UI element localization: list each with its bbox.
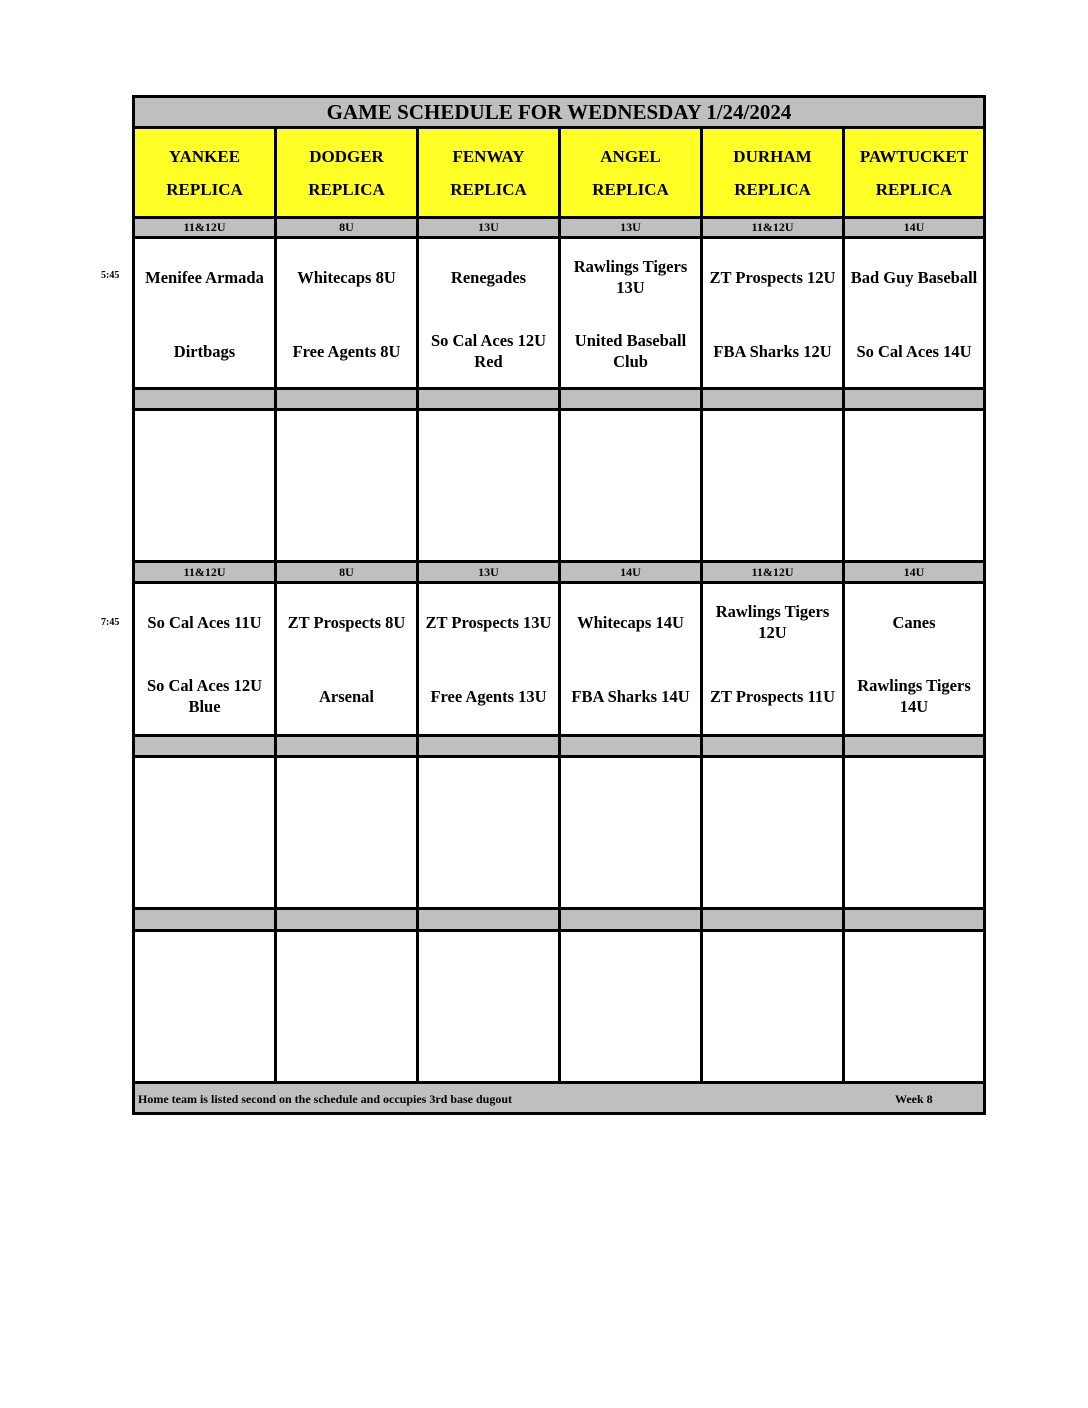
game-cell [277, 239, 419, 387]
away-team: ZT Prospects 13U [425, 612, 552, 632]
empty-band [135, 390, 983, 408]
field-name: PAWTUCKET [859, 146, 969, 166]
home-team: United Baseball Club [574, 331, 687, 371]
away-team: Whitecaps 8U [297, 267, 396, 287]
age-label: 8U [277, 219, 419, 236]
schedule-title: GAME SCHEDULE FOR WEDNESDAY 1/24/2024 [135, 98, 983, 126]
game-cell [277, 584, 419, 734]
time-label-slot-2: 7:45 [101, 617, 120, 628]
away-team: ZT Prospects 8U [287, 612, 406, 632]
age-label: 14U [561, 563, 703, 581]
field-sub: REPLICA [450, 179, 527, 199]
home-team: So Cal Aces 12U Blue [146, 676, 263, 716]
age-label: 11&12U [703, 563, 845, 581]
field-sub: REPLICA [166, 179, 243, 199]
home-team: Arsenal [319, 686, 374, 706]
field-name: FENWAY [452, 146, 525, 166]
age-row-slot-2 [135, 563, 983, 581]
age-label: 13U [419, 563, 561, 581]
age-label: 14U [845, 219, 983, 236]
away-team: Rawlings Tigers 12U [715, 602, 830, 642]
field-header [561, 129, 703, 216]
home-team: Dirtbags [173, 341, 236, 361]
away-team: Canes [892, 612, 936, 632]
age-label: 11&12U [135, 563, 277, 581]
game-cell [845, 584, 983, 734]
empty-band [135, 910, 983, 929]
age-row-slot-1 [135, 219, 983, 236]
away-team: Renegades [450, 267, 527, 287]
games-row-slot-1 [135, 239, 983, 387]
away-team: Whitecaps 14U [577, 612, 684, 632]
field-sub: REPLICA [734, 179, 811, 199]
age-label: 11&12U [135, 219, 277, 236]
game-cell [845, 239, 983, 387]
field-header [135, 129, 277, 216]
away-team: Rawlings Tigers 13U [573, 257, 688, 297]
game-cell [561, 584, 703, 734]
age-label: 14U [845, 563, 983, 581]
game-cell [561, 239, 703, 387]
home-team: So Cal Aces 12U Red [430, 331, 547, 371]
field-header [703, 129, 845, 216]
footer-note: Home team is listed second on the schedule and occupies 3rd base dugout [138, 1092, 513, 1106]
week-label: Week 8 [895, 1092, 933, 1106]
age-label: 8U [277, 563, 419, 581]
home-team: FBA Sharks 14U [571, 686, 690, 706]
away-team: So Cal Aces 11U [147, 612, 262, 632]
game-cell [135, 239, 277, 387]
field-header [845, 129, 983, 216]
field-sub: REPLICA [308, 179, 385, 199]
game-cell [419, 239, 561, 387]
field-sub: REPLICA [592, 179, 669, 199]
home-team: So Cal Aces 14U [856, 341, 972, 361]
home-team: Rawlings Tigers 14U [857, 676, 971, 716]
game-cell [419, 584, 561, 734]
age-label: 13U [561, 219, 703, 236]
field-sub: REPLICA [875, 179, 953, 199]
home-team: FBA Sharks 12U [713, 341, 832, 361]
empty-band [135, 737, 983, 755]
home-team: Free Agents 13U [430, 686, 547, 706]
field-name: ANGEL [600, 146, 661, 166]
field-header [419, 129, 561, 216]
away-team: ZT Prospects 12U [709, 267, 836, 287]
away-team: Bad Guy Baseball [850, 267, 978, 287]
empty-slot [135, 758, 983, 907]
schedule-table [132, 95, 986, 1115]
game-cell [703, 584, 845, 734]
game-cell [703, 239, 845, 387]
age-label: 13U [419, 219, 561, 236]
empty-slot [135, 932, 983, 1081]
home-team: Free Agents 8U [292, 341, 401, 361]
age-label: 11&12U [703, 219, 845, 236]
field-name: DODGER [309, 146, 384, 166]
empty-slot [135, 411, 983, 560]
field-name: YANKEE [168, 146, 241, 166]
footer [135, 1084, 983, 1112]
game-cell [135, 584, 277, 734]
time-label-slot-1: 5:45 [101, 270, 120, 281]
away-team: Menifee Armada [145, 267, 264, 287]
field-header [277, 129, 419, 216]
home-team: ZT Prospects 11U [710, 686, 835, 706]
field-header-row [135, 129, 983, 216]
field-name: DURHAM [733, 146, 812, 166]
games-row-slot-2 [135, 584, 983, 734]
